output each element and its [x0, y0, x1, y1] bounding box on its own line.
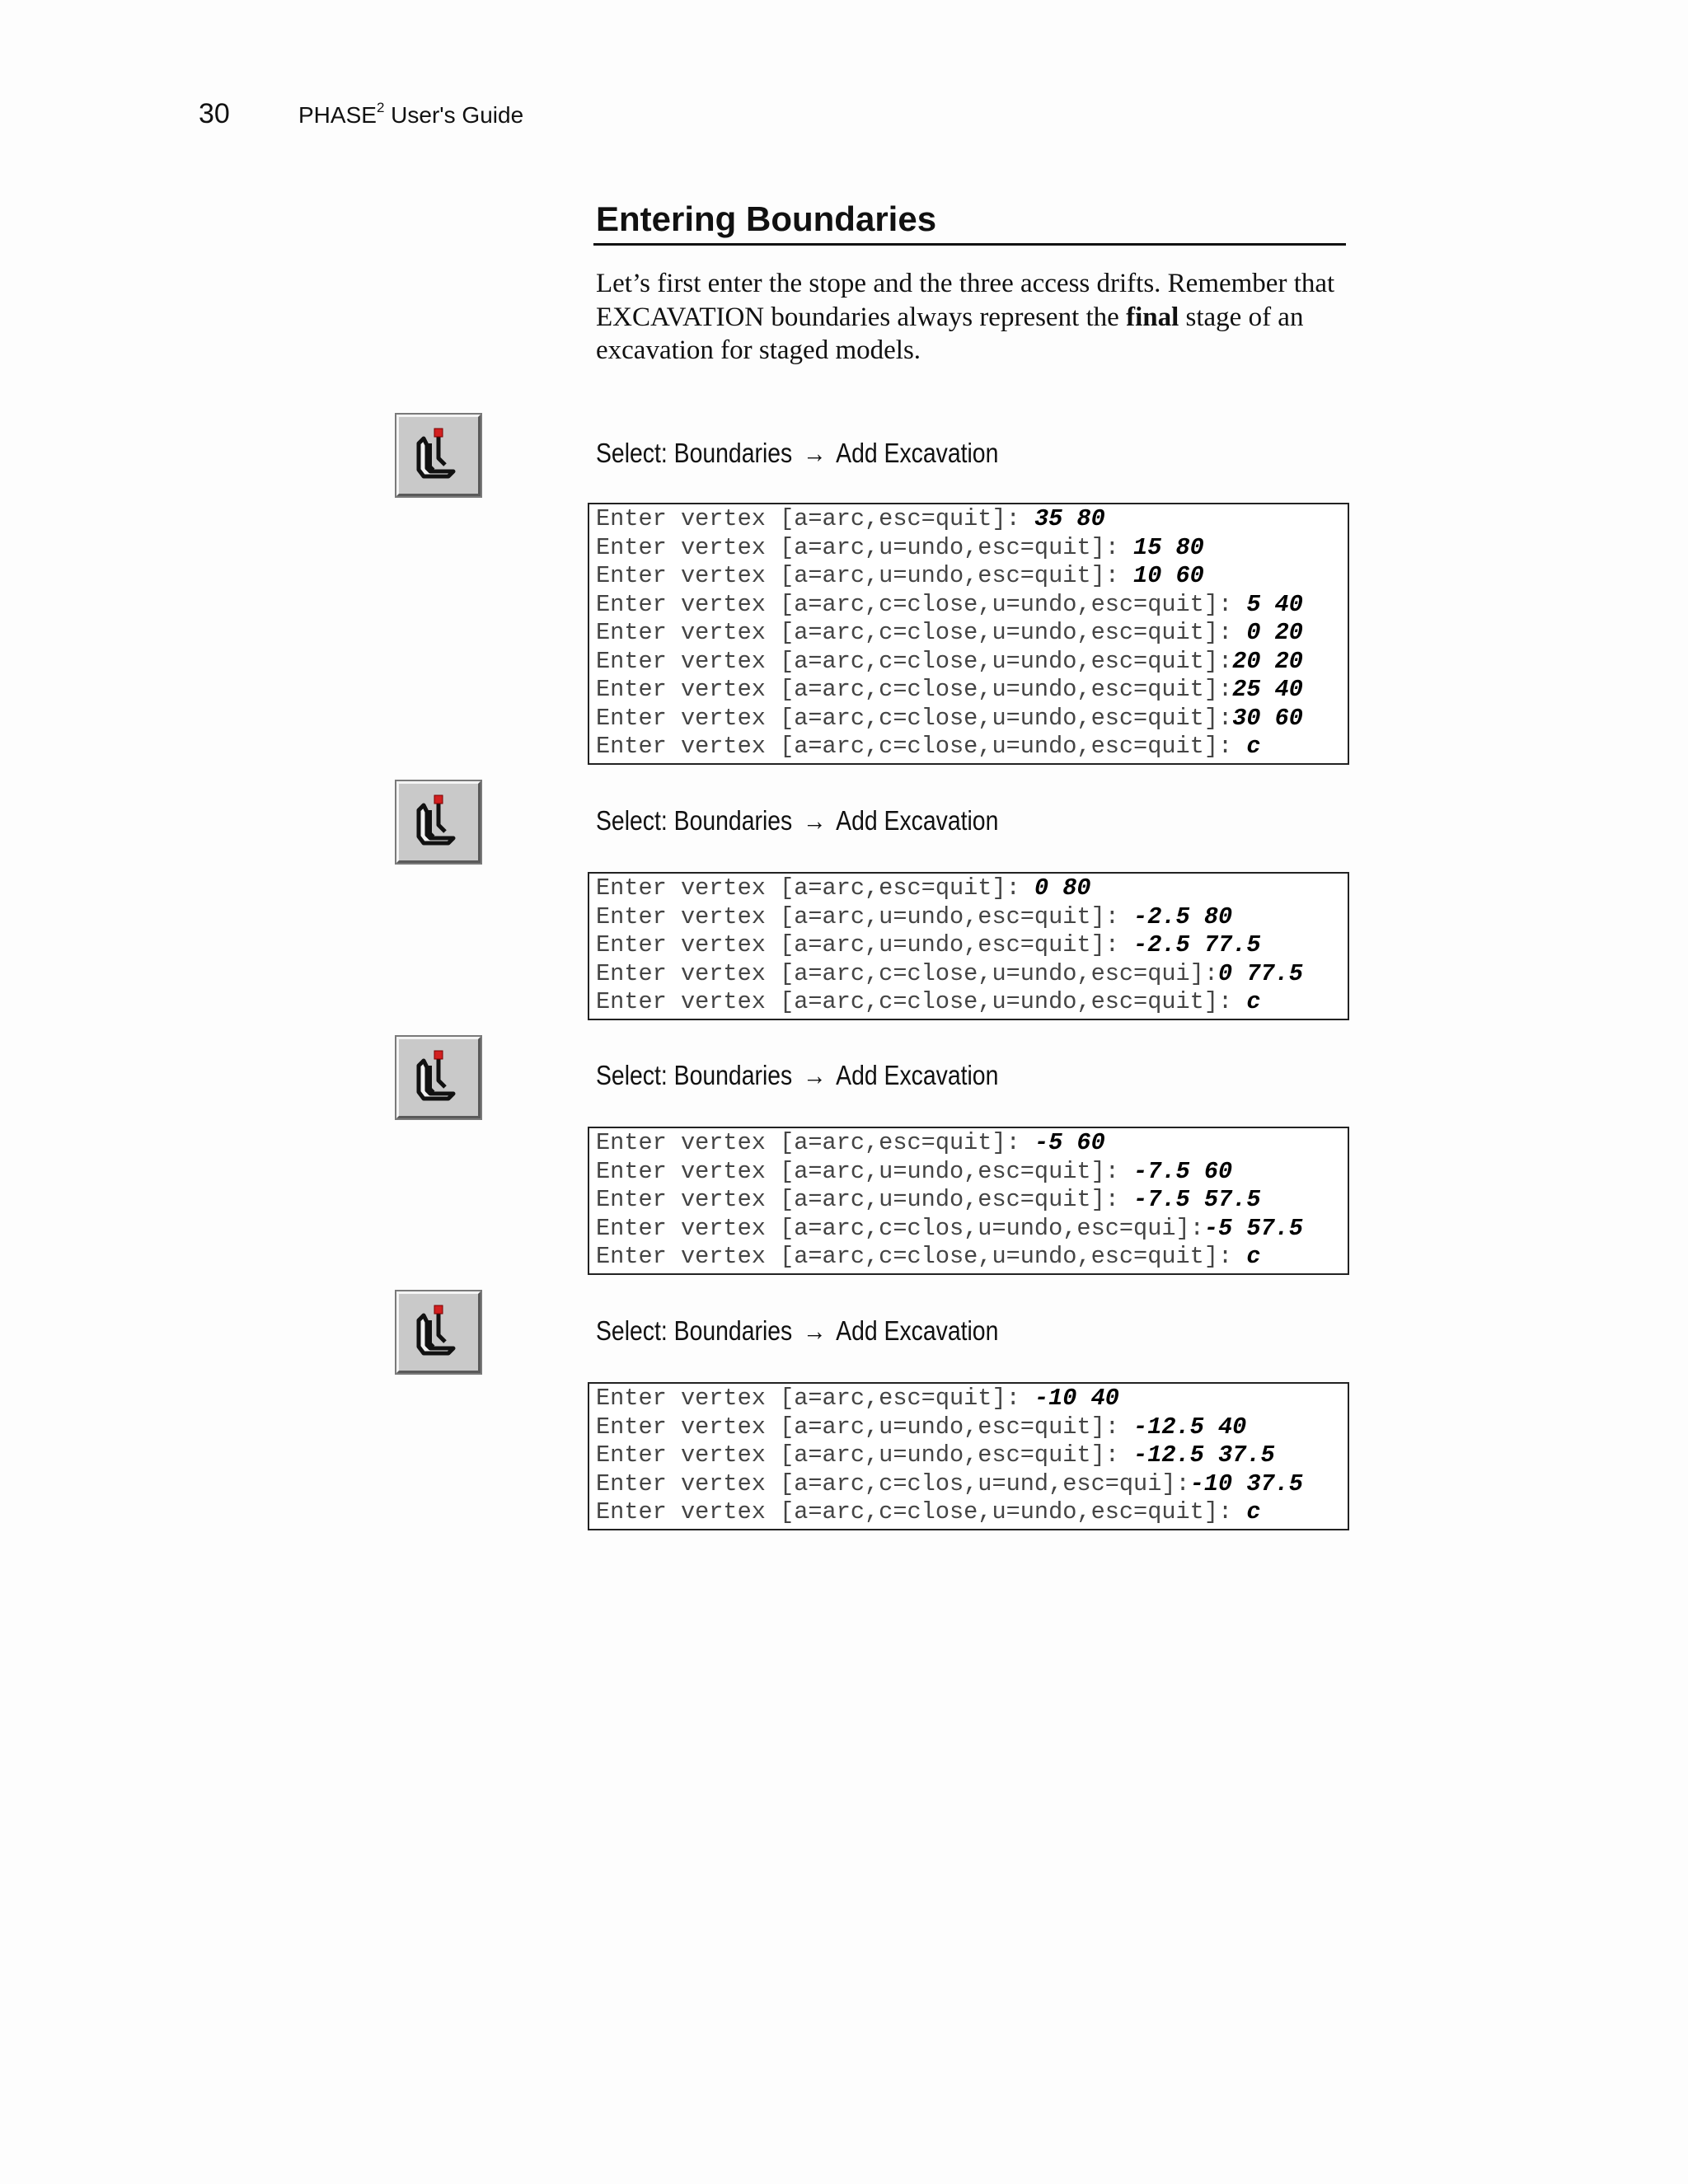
command-line [596, 1243, 1348, 1272]
vertex-prompt: Enter vertex [a=arc,u=undo,esc=quit]: [596, 1441, 1134, 1469]
vertex-prompt: Enter vertex [a=arc,u=undo,esc=quit]: [596, 562, 1134, 589]
vertex-value: 30 60 [1232, 704, 1303, 732]
vertex-value: -7.5 57.5 [1133, 1186, 1261, 1213]
step-instruction [596, 437, 998, 470]
vertex-prompt: Enter vertex [a=arc,esc=quit]: [596, 1129, 1034, 1156]
vertex-value: c [1246, 988, 1261, 1015]
excavation-glyph [412, 427, 465, 485]
command-line [596, 931, 1348, 960]
command-line [596, 903, 1348, 932]
command-box [588, 1382, 1349, 1530]
vertex-value: -10 37.5 [1189, 1469, 1303, 1497]
section-title: Entering Boundaries [596, 199, 937, 238]
instruction-suffix: Add Excavation [836, 438, 999, 468]
vertex-value: 5 40 [1246, 590, 1303, 618]
arrow-icon: → [803, 1315, 827, 1346]
command-line [596, 705, 1348, 733]
command-line [596, 874, 1348, 903]
instruction-suffix: Add Excavation [836, 1060, 999, 1090]
vertex-value: 25 40 [1232, 676, 1303, 703]
step-instruction [596, 804, 998, 837]
vertex-value: 10 60 [1133, 562, 1204, 589]
command-line [596, 676, 1348, 705]
vertex-prompt: Enter vertex [a=arc,c=clos,u=und,esc=qui]: [596, 1469, 1190, 1497]
excavation-glyph [412, 794, 465, 851]
vertex-prompt: Enter vertex [a=arc,u=undo,esc=quit]: [596, 902, 1134, 930]
vertex-prompt: Enter vertex [a=arc,esc=quit]: [596, 1385, 1034, 1412]
guide-superscript: 2 [376, 100, 385, 115]
vertex-value: -2.5 80 [1133, 902, 1233, 930]
command-line [596, 1413, 1348, 1442]
vertex-prompt: Enter vertex [a=arc,c=close,u=undo,esc=qui]: [596, 959, 1218, 987]
guide-suffix: User's Guide [384, 102, 524, 128]
vertex-value: -5 60 [1034, 1129, 1105, 1156]
vertex-value: 20 20 [1232, 647, 1303, 675]
instruction-prefix: Select: Boundaries [596, 1315, 793, 1346]
intro-part2: stage of an excavation for staged models. [596, 302, 1304, 365]
vertex-prompt: Enter vertex [a=arc,esc=quit]: [596, 505, 1034, 532]
vertex-value: 0 77.5 [1218, 959, 1303, 987]
command-box [588, 503, 1349, 765]
intro-bold: final [1126, 302, 1179, 332]
vertex-prompt: Enter vertex [a=arc,c=close,u=undo,esc=quit]: [596, 704, 1233, 732]
vertex-value: c [1246, 1498, 1261, 1526]
command-line [596, 1129, 1348, 1158]
intro-part1: Let’s first enter the stope and the three access drifts. Remember that EXCAVATION boundaries always represent the [596, 269, 1335, 332]
vertex-value: 35 80 [1034, 505, 1105, 532]
command-box [588, 872, 1349, 1020]
vertex-prompt: Enter vertex [a=arc,u=undo,esc=quit]: [596, 1413, 1134, 1441]
step-instruction [596, 1059, 998, 1092]
vertex-value: -12.5 37.5 [1133, 1441, 1275, 1469]
title-rule [593, 243, 1346, 246]
add-excavation-icon[interactable] [396, 1037, 481, 1118]
instruction-prefix: Select: Boundaries [596, 438, 793, 468]
instruction-suffix: Add Excavation [836, 1315, 999, 1346]
vertex-value: -2.5 77.5 [1133, 931, 1261, 958]
arrow-icon: → [803, 805, 827, 836]
vertex-prompt: Enter vertex [a=arc,c=close,u=undo,esc=quit]: [596, 988, 1247, 1015]
command-line [596, 988, 1348, 1017]
step-instruction [596, 1315, 998, 1347]
vertex-value: -12.5 40 [1133, 1413, 1247, 1441]
vertex-prompt: Enter vertex [a=arc,esc=quit]: [596, 874, 1034, 902]
excavation-glyph [412, 1304, 465, 1361]
command-line [596, 1215, 1348, 1244]
command-line [596, 960, 1348, 989]
instruction-suffix: Add Excavation [836, 805, 999, 836]
page-number: 30 [199, 98, 230, 129]
command-box [588, 1127, 1349, 1275]
vertex-prompt: Enter vertex [a=arc,c=clos,u=undo,esc=qui]: [596, 1214, 1204, 1242]
add-excavation-icon[interactable] [396, 781, 481, 863]
command-line [596, 1441, 1348, 1470]
command-line [596, 505, 1348, 534]
command-line [596, 534, 1348, 563]
vertex-prompt: Enter vertex [a=arc,c=close,u=undo,esc=quit]: [596, 733, 1247, 760]
add-excavation-icon[interactable] [396, 415, 481, 496]
vertex-prompt: Enter vertex [a=arc,c=close,u=undo,esc=quit]: [596, 647, 1233, 675]
command-line [596, 1470, 1348, 1499]
command-line [596, 733, 1348, 762]
vertex-prompt: Enter vertex [a=arc,c=close,u=undo,esc=quit]: [596, 676, 1233, 703]
vertex-prompt: Enter vertex [a=arc,u=undo,esc=quit]: [596, 533, 1134, 561]
command-line [596, 619, 1348, 648]
vertex-value: 0 20 [1246, 619, 1303, 646]
vertex-prompt: Enter vertex [a=arc,u=undo,esc=quit]: [596, 1157, 1134, 1185]
vertex-value: 15 80 [1133, 533, 1204, 561]
command-line [596, 648, 1348, 677]
running-head [298, 101, 523, 130]
command-line [596, 591, 1348, 620]
arrow-icon: → [803, 438, 827, 468]
excavation-glyph [412, 1049, 465, 1107]
add-excavation-icon[interactable] [396, 1291, 481, 1373]
command-line [596, 1186, 1348, 1215]
command-line [596, 1498, 1348, 1527]
vertex-prompt: Enter vertex [a=arc,c=close,u=undo,esc=quit]: [596, 590, 1247, 618]
vertex-prompt: Enter vertex [a=arc,c=close,u=undo,esc=quit]: [596, 619, 1247, 646]
guide-name: PHASE [298, 102, 377, 128]
arrow-icon: → [803, 1060, 827, 1090]
vertex-prompt: Enter vertex [a=arc,c=close,u=undo,esc=quit]: [596, 1498, 1247, 1526]
command-line [596, 1385, 1348, 1413]
instruction-prefix: Select: Boundaries [596, 805, 793, 836]
vertex-prompt: Enter vertex [a=arc,u=undo,esc=quit]: [596, 931, 1134, 958]
vertex-value: c [1246, 1243, 1261, 1270]
vertex-value: -7.5 60 [1133, 1157, 1233, 1185]
command-line [596, 562, 1348, 591]
vertex-value: -10 40 [1034, 1385, 1119, 1412]
instruction-prefix: Select: Boundaries [596, 1060, 793, 1090]
intro-paragraph [596, 267, 1346, 368]
vertex-prompt: Enter vertex [a=arc,c=close,u=undo,esc=quit]: [596, 1243, 1247, 1270]
vertex-prompt: Enter vertex [a=arc,u=undo,esc=quit]: [596, 1186, 1134, 1213]
vertex-value: c [1246, 733, 1261, 760]
vertex-value: 0 80 [1034, 874, 1091, 902]
vertex-value: -5 57.5 [1203, 1214, 1303, 1242]
command-line [596, 1158, 1348, 1187]
